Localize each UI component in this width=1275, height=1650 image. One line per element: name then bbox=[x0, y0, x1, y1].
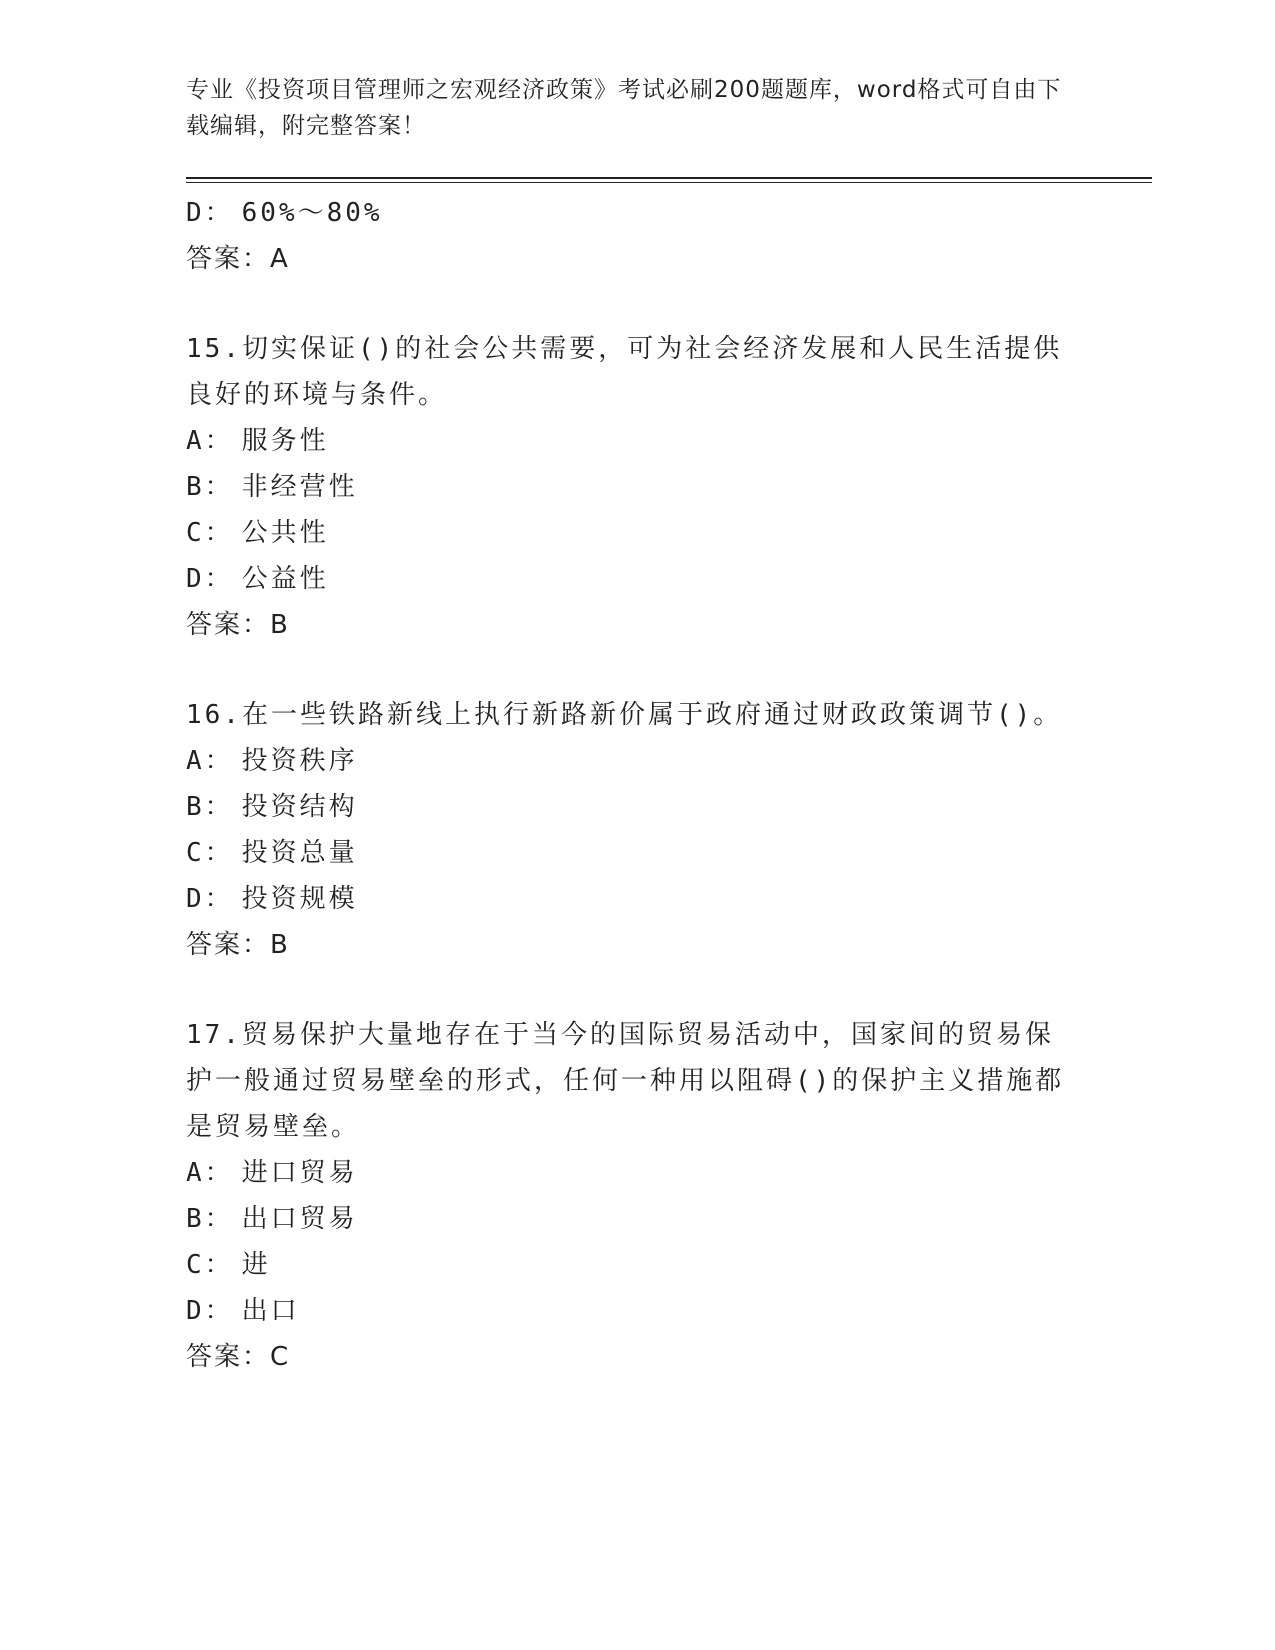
option-d bbox=[186, 1288, 1086, 1334]
answer-line: 答案：B bbox=[186, 610, 290, 640]
option-letter: C： bbox=[186, 1250, 234, 1280]
page-header: 专业《投资项目管理师之宏观经济政策》考试必刷200题题库，word格式可自由下载编辑，附完整答案！ bbox=[186, 77, 1062, 139]
option-text: 公共性 bbox=[241, 518, 329, 548]
option-text: 投资结构 bbox=[241, 792, 358, 822]
header-divider-thick bbox=[186, 177, 1152, 179]
option-text: 进 bbox=[241, 1250, 271, 1280]
option-text: 进口贸易 bbox=[241, 1158, 358, 1188]
spacer bbox=[186, 968, 1086, 1012]
option-a bbox=[186, 738, 1086, 784]
spacer bbox=[186, 648, 1086, 692]
option-letter: A： bbox=[186, 746, 234, 776]
option-letter: D： bbox=[186, 1296, 234, 1326]
option-text: 服务性 bbox=[241, 426, 329, 456]
question-17 bbox=[186, 1012, 1086, 1380]
question-stem: 16.在一些铁路新线上执行新路新价属于政府通过财政政策调节()。 bbox=[186, 700, 1063, 730]
option-letter: C： bbox=[186, 838, 234, 868]
option-letter: B： bbox=[186, 1204, 234, 1234]
option-d bbox=[186, 876, 1086, 922]
answer-line: 答案：A bbox=[186, 244, 290, 274]
answer-line: 答案：C bbox=[186, 1342, 291, 1372]
question-stem: 15.切实保证()的社会公共需要，可为社会经济发展和人民生活提供良好的环境与条件。 bbox=[186, 334, 1063, 410]
option-a bbox=[186, 418, 1086, 464]
option-b bbox=[186, 1196, 1086, 1242]
option-text: 非经营性 bbox=[241, 472, 358, 502]
option-text: 60%～80% bbox=[241, 198, 383, 228]
option-letter: B： bbox=[186, 472, 234, 502]
option-text: 投资规模 bbox=[241, 884, 358, 914]
question-16 bbox=[186, 692, 1086, 968]
option-letter: A： bbox=[186, 426, 234, 456]
option-letter: D： bbox=[186, 198, 234, 228]
option-letter: D： bbox=[186, 884, 234, 914]
option-text: 公益性 bbox=[241, 564, 329, 594]
spacer bbox=[186, 282, 1086, 326]
header-divider-thin bbox=[186, 182, 1152, 183]
question-stem: 17.贸易保护大量地存在于当今的国际贸易活动中，国家间的贸易保护一般通过贸易壁垒的形式，任何一种用以阻碍()的保护主义措施都是贸易壁垒。 bbox=[186, 1020, 1065, 1142]
option-c bbox=[186, 510, 1086, 556]
option-a bbox=[186, 1150, 1086, 1196]
option-letter: B： bbox=[186, 792, 234, 822]
answer-line: 答案：B bbox=[186, 930, 290, 960]
question-15 bbox=[186, 326, 1086, 648]
option-text: 出口贸易 bbox=[241, 1204, 358, 1234]
option-d bbox=[186, 190, 1086, 236]
option-b bbox=[186, 784, 1086, 830]
option-letter: C： bbox=[186, 518, 234, 548]
option-text: 投资总量 bbox=[241, 838, 358, 868]
question-content bbox=[186, 190, 1086, 1380]
option-d bbox=[186, 556, 1086, 602]
option-text: 投资秩序 bbox=[241, 746, 358, 776]
option-letter: A： bbox=[186, 1158, 234, 1188]
option-text: 出口 bbox=[241, 1296, 300, 1326]
option-c bbox=[186, 830, 1086, 876]
option-c bbox=[186, 1242, 1086, 1288]
option-b bbox=[186, 464, 1086, 510]
option-letter: D： bbox=[186, 564, 234, 594]
